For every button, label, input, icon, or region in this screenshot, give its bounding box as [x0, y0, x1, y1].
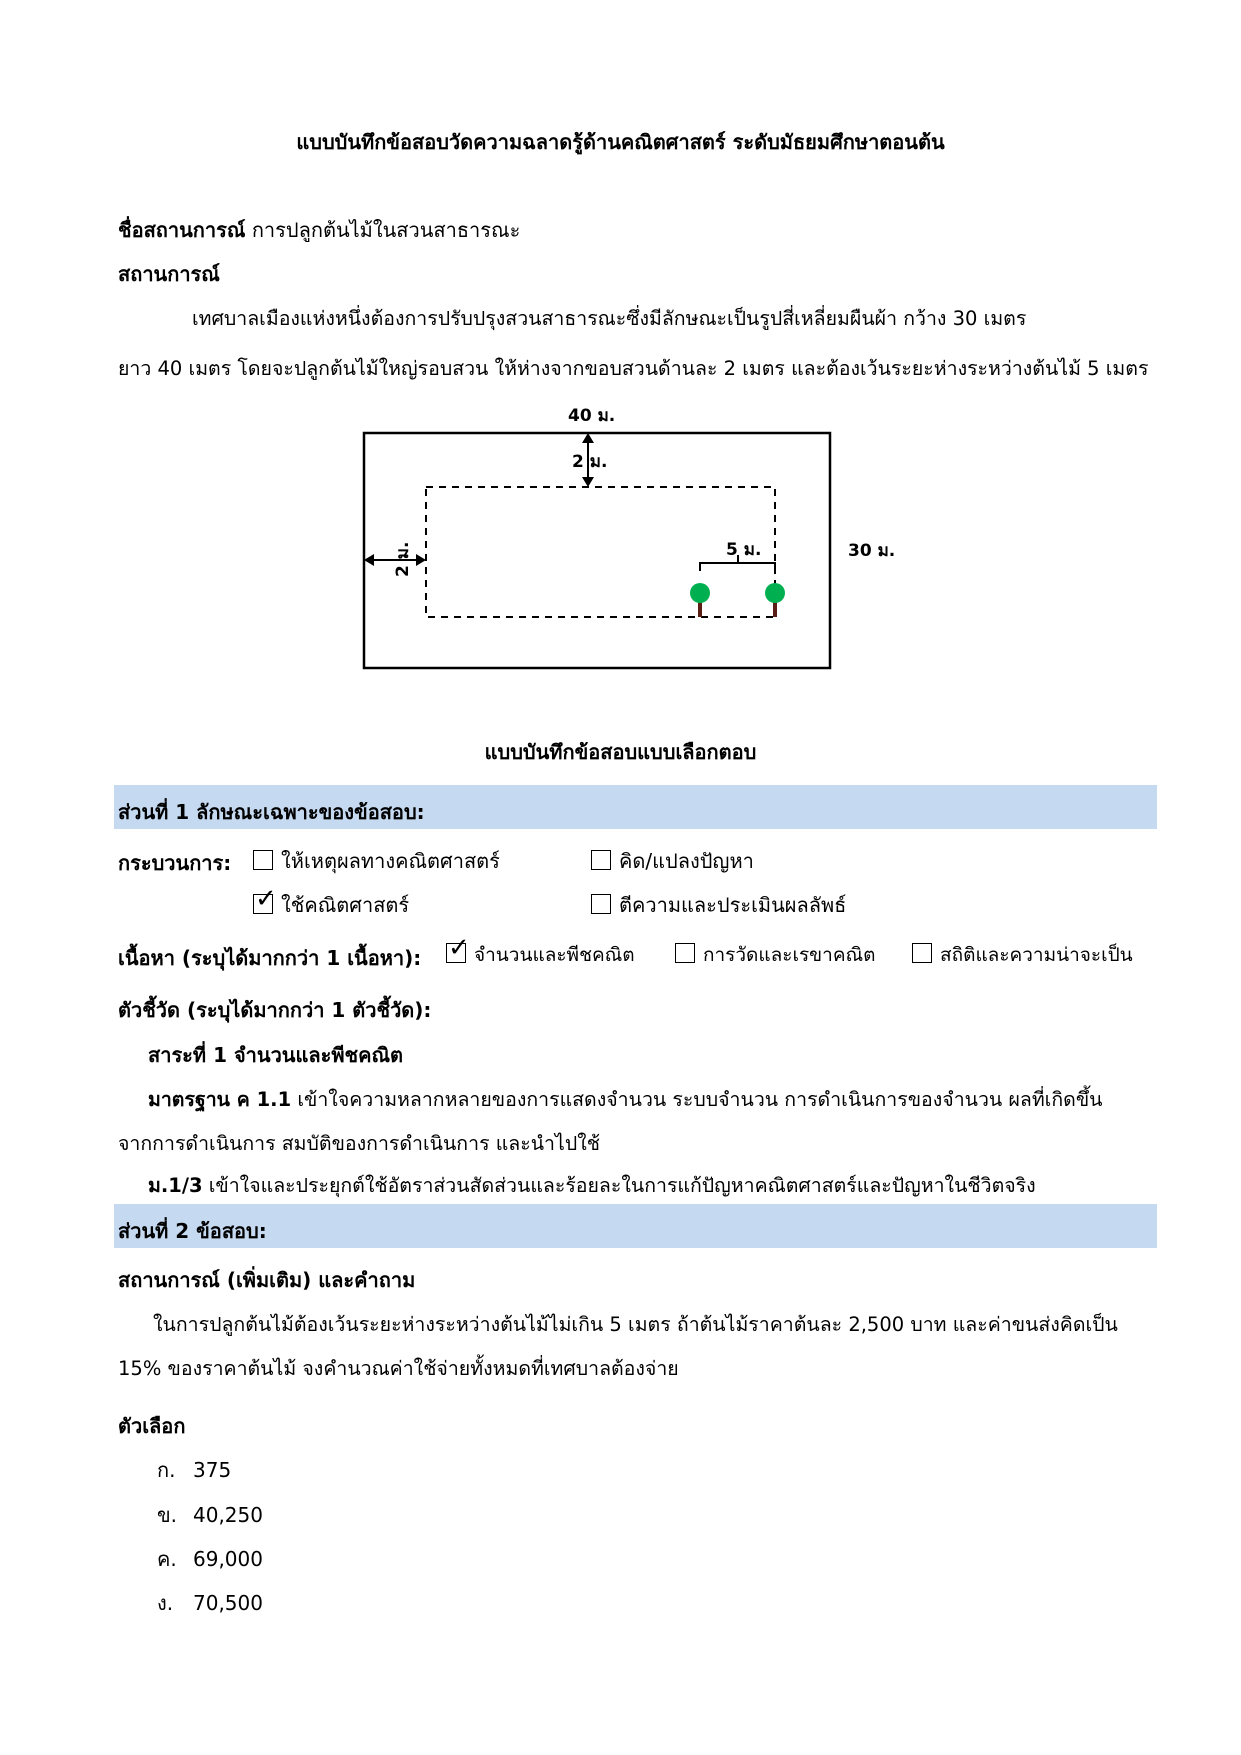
process-option-label: คิด/แปลงปัญหา	[619, 849, 754, 873]
process-option-label: ใช้คณิตศาสตร์	[281, 893, 410, 917]
tree-2	[765, 583, 785, 617]
process-option-label: ตีความและประเมินผลลัพธ์	[619, 893, 847, 917]
situation-name-row	[118, 214, 520, 246]
question-line-1: ในการปลูกต้นไม้ต้องเว้นระยะห่างระหว่างต้นไม้ไม่เกิน 5 เมตร ถ้าต้นไม้ราคาต้นละ 2,500 บาท และค่าขนส่งคิดเป็น	[153, 1313, 1118, 1336]
checkbox-formulate[interactable]	[591, 850, 611, 870]
spacing-brace	[700, 555, 775, 571]
situation-text-line-2: ยาว 40 เมตร โดยจะปลูกต้นไม้ใหญ่รอบสวน ให้ห่างจากขอบสวนด้านละ 2 เมตร และต้องเว้นระยะห่างระหว่างต้นไม้ 5 เมตร	[118, 357, 1149, 380]
choice-letter: ข.	[157, 1503, 178, 1527]
checkbox-interpret[interactable]	[591, 894, 611, 914]
planting-line	[426, 487, 775, 617]
situation-name-label: ชื่อสถานการณ์	[118, 218, 246, 242]
choice-value: 40,250	[193, 1503, 263, 1527]
checkbox-reasoning[interactable]	[253, 850, 273, 870]
choice-value: 69,000	[193, 1547, 263, 1571]
process-option-reasoning[interactable]	[253, 845, 500, 877]
choice-letter: ก.	[157, 1458, 176, 1482]
choice-value: 70,500	[193, 1591, 263, 1615]
content-option-measurement-geometry[interactable]	[675, 940, 876, 970]
length-label: 40 ม.	[568, 406, 616, 426]
choice-d[interactable]	[157, 1587, 263, 1619]
content-option-label: สถิติและความน่าจะเป็น	[940, 944, 1133, 966]
standard-code: มาตรฐาน ค 1.1	[148, 1088, 292, 1111]
question-label: สถานการณ์ (เพิ่มเติม) และคำถาม	[118, 1268, 416, 1292]
top-margin-label: 2 ม.	[572, 452, 608, 472]
process-option-formulate[interactable]	[591, 845, 754, 877]
park-diagram	[300, 395, 920, 685]
spacing-label: 5 ม.	[726, 540, 762, 560]
process-option-label: ให้เหตุผลทางคณิตศาสตร์	[281, 849, 500, 873]
form-title: แบบบันทึกข้อสอบแบบเลือกตอบ	[484, 740, 757, 764]
content-option-statistics[interactable]	[912, 940, 1133, 970]
question-line-2: 15% ของราคาต้นไม้ จงคำนวณค่าใช้จ่ายทั้งหมดที่เทศบาลต้องจ่าย	[118, 1357, 679, 1380]
process-option-employ[interactable]	[253, 884, 410, 921]
standard-line-1	[148, 1084, 1102, 1115]
content-label: เนื้อหา (ระบุได้มากกว่า 1 เนื้อหา):	[118, 946, 422, 970]
part2-header-band	[114, 1204, 1157, 1248]
indicator-text: เข้าใจและประยุกต์ใช้อัตราส่วนสัดส่วนและร้อยละในการแก้ปัญหาคณิตศาสตร์และปัญหาในชีวิตจริง	[208, 1174, 1036, 1197]
content-option-label: การวัดและเรขาคณิต	[703, 944, 876, 966]
part1-header: ส่วนที่ 1 ลักษณะเฉพาะของข้อสอบ:	[118, 800, 425, 824]
tree-1	[690, 583, 710, 617]
choice-b[interactable]	[157, 1499, 263, 1531]
checkmark-icon: ✓	[448, 933, 470, 963]
standard-text: เข้าใจความหลากหลายของการแสดงจำนวน ระบบจำนวน การดำเนินการของจำนวน ผลที่เกิดขึ้น	[297, 1088, 1103, 1111]
page-title: แบบบันทึกข้อสอบวัดความฉลาดรู้ด้านคณิตศาสตร์ ระดับมัธยมศึกษาตอนต้น	[296, 130, 945, 154]
strand: สาระที่ 1 จำนวนและพีชคณิต	[148, 1043, 404, 1067]
situation-name: การปลูกต้นไม้ในสวนสาธารณะ	[251, 218, 521, 242]
checkbox-statistics[interactable]	[912, 943, 932, 963]
left-margin-label: 2 ม.	[393, 541, 413, 577]
choice-a[interactable]	[157, 1454, 231, 1486]
choice-value: 375	[193, 1458, 232, 1482]
choice-c[interactable]	[157, 1543, 263, 1575]
choices-label: ตัวเลือก	[118, 1414, 186, 1438]
checkbox-measurement-geometry[interactable]	[675, 943, 695, 963]
width-label: 30 ม.	[848, 541, 896, 561]
process-label: กระบวนการ:	[118, 851, 232, 875]
situation-label: สถานการณ์	[118, 262, 220, 286]
content-option-label: จำนวนและพีชคณิต	[474, 944, 635, 966]
checkbox-employ[interactable]	[253, 884, 277, 914]
process-option-interpret[interactable]	[591, 889, 846, 921]
standard-line-2: จากการดำเนินการ สมบัติของการดำเนินการ และนำไปใช้	[118, 1132, 600, 1155]
checkbox-number-algebra[interactable]	[446, 933, 470, 963]
choice-letter: ง.	[157, 1591, 174, 1615]
indicator-label: ตัวชี้วัด (ระบุได้มากกว่า 1 ตัวชี้วัด):	[118, 998, 432, 1022]
part2-header: ส่วนที่ 2 ข้อสอบ:	[118, 1219, 267, 1243]
indicator-code: ม.1/3	[148, 1174, 203, 1197]
choice-letter: ค.	[157, 1547, 177, 1571]
content-option-number-algebra[interactable]	[446, 933, 635, 970]
indicator-line	[148, 1170, 1036, 1201]
situation-text-line-1: เทศบาลเมืองแห่งหนึ่งต้องการปรับปรุงสวนสาธารณะซึ่งมีลักษณะเป็นรูปสี่เหลี่ยมผืนผ้า กว้าง 30 เมตร	[192, 307, 1027, 330]
checkmark-icon: ✓	[255, 884, 277, 914]
